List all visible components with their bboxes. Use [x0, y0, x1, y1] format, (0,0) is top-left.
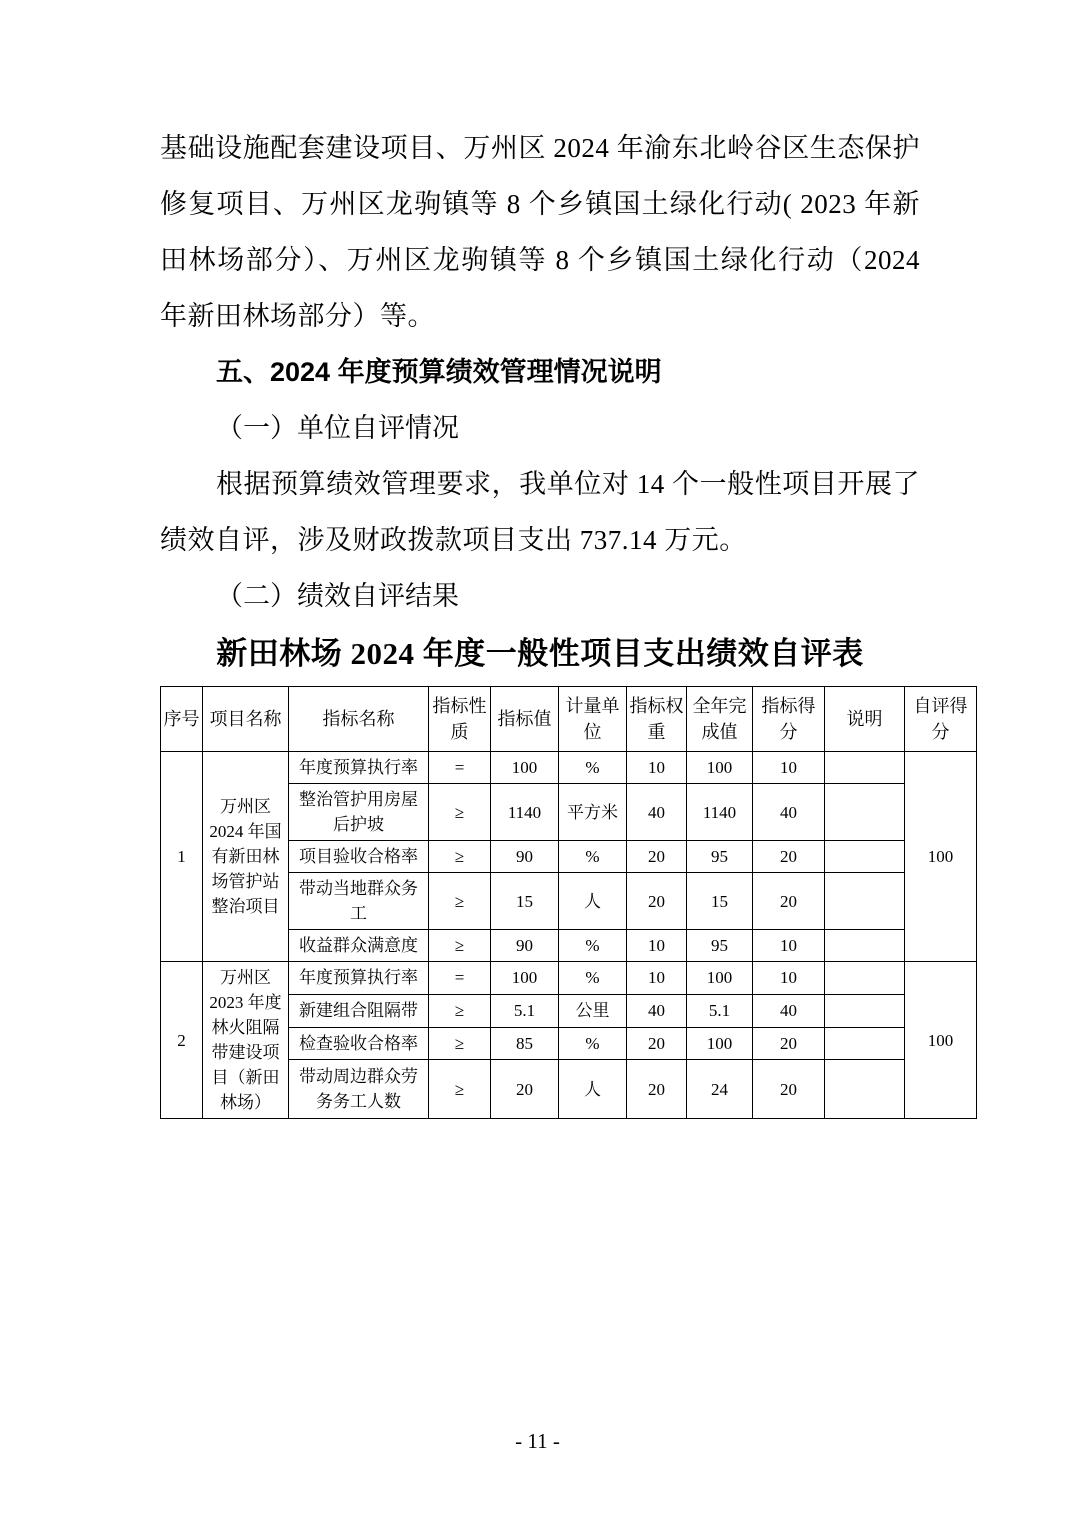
cell-indicator-nature: ≥	[429, 1060, 491, 1119]
cell-indicator-value: 20	[491, 1060, 559, 1119]
cell-annual-actual: 100	[687, 1027, 753, 1060]
cell-weight: 10	[627, 962, 687, 995]
header-self-score: 自评得分	[905, 687, 977, 752]
cell-seq: 2	[161, 962, 203, 1119]
cell-unit: 公里	[559, 994, 627, 1027]
cell-indicator-nature: ≥	[429, 841, 491, 873]
cell-project-name: 万州区 2023 年度林火阻隔带建设项目（新田林场）	[203, 962, 289, 1119]
cell-note	[825, 841, 905, 873]
cell-note	[825, 962, 905, 995]
cell-unit: %	[559, 962, 627, 995]
page-footer	[0, 1429, 1075, 1454]
cell-indicator-value: 90	[491, 930, 559, 962]
performance-evaluation-table	[160, 686, 977, 1119]
cell-indicator-nature: =	[429, 752, 491, 784]
cell-unit: %	[559, 1027, 627, 1060]
header-weight: 指标权重	[627, 687, 687, 752]
header-note: 说明	[825, 687, 905, 752]
cell-weight: 20	[627, 841, 687, 873]
header-unit: 计量单位	[559, 687, 627, 752]
cell-indicator-score: 10	[753, 930, 825, 962]
cell-note	[825, 1027, 905, 1060]
cell-indicator-name: 年度预算执行率	[289, 962, 429, 995]
cell-indicator-name: 整治管护用房屋后护坡	[289, 784, 429, 841]
cell-note	[825, 930, 905, 962]
section-heading-five: 五、2024 年度预算绩效管理情况说明	[216, 357, 662, 387]
cell-unit: 人	[559, 1060, 627, 1119]
table-title: 新田林场 2024 年度一般性项目支出绩效自评表	[216, 636, 864, 671]
cell-note	[825, 752, 905, 784]
cell-indicator-name: 检查验收合格率	[289, 1027, 429, 1060]
cell-unit: 人	[559, 873, 627, 930]
header-seq: 序号	[161, 687, 203, 752]
header-indicator-value: 指标值	[491, 687, 559, 752]
page-number: - 11 -	[515, 1429, 560, 1453]
cell-self-score: 100	[905, 752, 977, 962]
cell-annual-actual: 100	[687, 962, 753, 995]
cell-annual-actual: 95	[687, 841, 753, 873]
cell-weight: 40	[627, 994, 687, 1027]
cell-note	[825, 994, 905, 1027]
cell-weight: 20	[627, 1060, 687, 1119]
cell-annual-actual: 95	[687, 930, 753, 962]
cell-unit: %	[559, 841, 627, 873]
cell-annual-actual: 1140	[687, 784, 753, 841]
header-indicator-name: 指标名称	[289, 687, 429, 752]
cell-indicator-score: 20	[753, 873, 825, 930]
sub-heading-self-evaluation: （一）单位自评情况	[216, 413, 459, 443]
cell-weight: 10	[627, 930, 687, 962]
cell-self-score: 100	[905, 962, 977, 1119]
cell-indicator-score: 40	[753, 994, 825, 1027]
cell-annual-actual: 5.1	[687, 994, 753, 1027]
cell-indicator-value: 100	[491, 752, 559, 784]
cell-unit: %	[559, 752, 627, 784]
cell-indicator-name: 收益群众满意度	[289, 930, 429, 962]
cell-indicator-value: 90	[491, 841, 559, 873]
cell-unit: 平方米	[559, 784, 627, 841]
header-indicator-score: 指标得分	[753, 687, 825, 752]
header-indicator-nature: 指标性质	[429, 687, 491, 752]
cell-indicator-value: 85	[491, 1027, 559, 1060]
cell-indicator-value: 100	[491, 962, 559, 995]
cell-annual-actual: 24	[687, 1060, 753, 1119]
cell-indicator-score: 40	[753, 784, 825, 841]
cell-indicator-nature: ≥	[429, 1027, 491, 1060]
header-annual-actual: 全年完成值	[687, 687, 753, 752]
table-body	[161, 752, 977, 1119]
cell-indicator-name: 带动当地群众务工	[289, 873, 429, 930]
cell-indicator-score: 10	[753, 752, 825, 784]
header-project-name: 项目名称	[203, 687, 289, 752]
cell-weight: 40	[627, 784, 687, 841]
cell-indicator-name: 新建组合阻隔带	[289, 994, 429, 1027]
cell-unit: %	[559, 930, 627, 962]
cell-indicator-score: 20	[753, 841, 825, 873]
cell-indicator-name: 带动周边群众劳务务工人数	[289, 1060, 429, 1119]
cell-indicator-value: 5.1	[491, 994, 559, 1027]
sub-heading-evaluation-results: （二）绩效自评结果	[216, 581, 459, 611]
paragraph-self-evaluation: 根据预算绩效管理要求，我单位对 14 个一般性项目开展了绩效自评，涉及财政拨款项目支出 737.14 万元。	[160, 469, 920, 555]
cell-indicator-name: 年度预算执行率	[289, 752, 429, 784]
cell-indicator-nature: ≥	[429, 930, 491, 962]
cell-weight: 20	[627, 1027, 687, 1060]
table-row	[161, 752, 977, 784]
cell-weight: 10	[627, 752, 687, 784]
cell-indicator-nature: ≥	[429, 994, 491, 1027]
cell-indicator-nature: =	[429, 962, 491, 995]
cell-weight: 20	[627, 873, 687, 930]
cell-indicator-score: 20	[753, 1060, 825, 1119]
cell-indicator-nature: ≥	[429, 873, 491, 930]
paragraph-continuation: 基础设施配套建设项目、万州区 2024 年渝东北岭谷区生态保护修复项目、万州区龙驹镇等 8 个乡镇国土绿化行动( 2023 年新田林场部分）、万州区龙驹镇等 8 个乡镇国土绿化行动（2024 年新田林场部分）等。	[160, 133, 920, 331]
cell-indicator-score: 10	[753, 962, 825, 995]
table-row	[161, 962, 977, 995]
cell-project-name: 万州区 2024 年国有新田林场管护站整治项目	[203, 752, 289, 962]
cell-note	[825, 873, 905, 930]
cell-note	[825, 1060, 905, 1119]
cell-indicator-name: 项目验收合格率	[289, 841, 429, 873]
cell-annual-actual: 100	[687, 752, 753, 784]
cell-indicator-nature: ≥	[429, 784, 491, 841]
cell-indicator-value: 15	[491, 873, 559, 930]
table-header-row	[161, 687, 977, 752]
cell-note	[825, 784, 905, 841]
cell-seq: 1	[161, 752, 203, 962]
cell-indicator-score: 20	[753, 1027, 825, 1060]
cell-indicator-value: 1140	[491, 784, 559, 841]
cell-annual-actual: 15	[687, 873, 753, 930]
